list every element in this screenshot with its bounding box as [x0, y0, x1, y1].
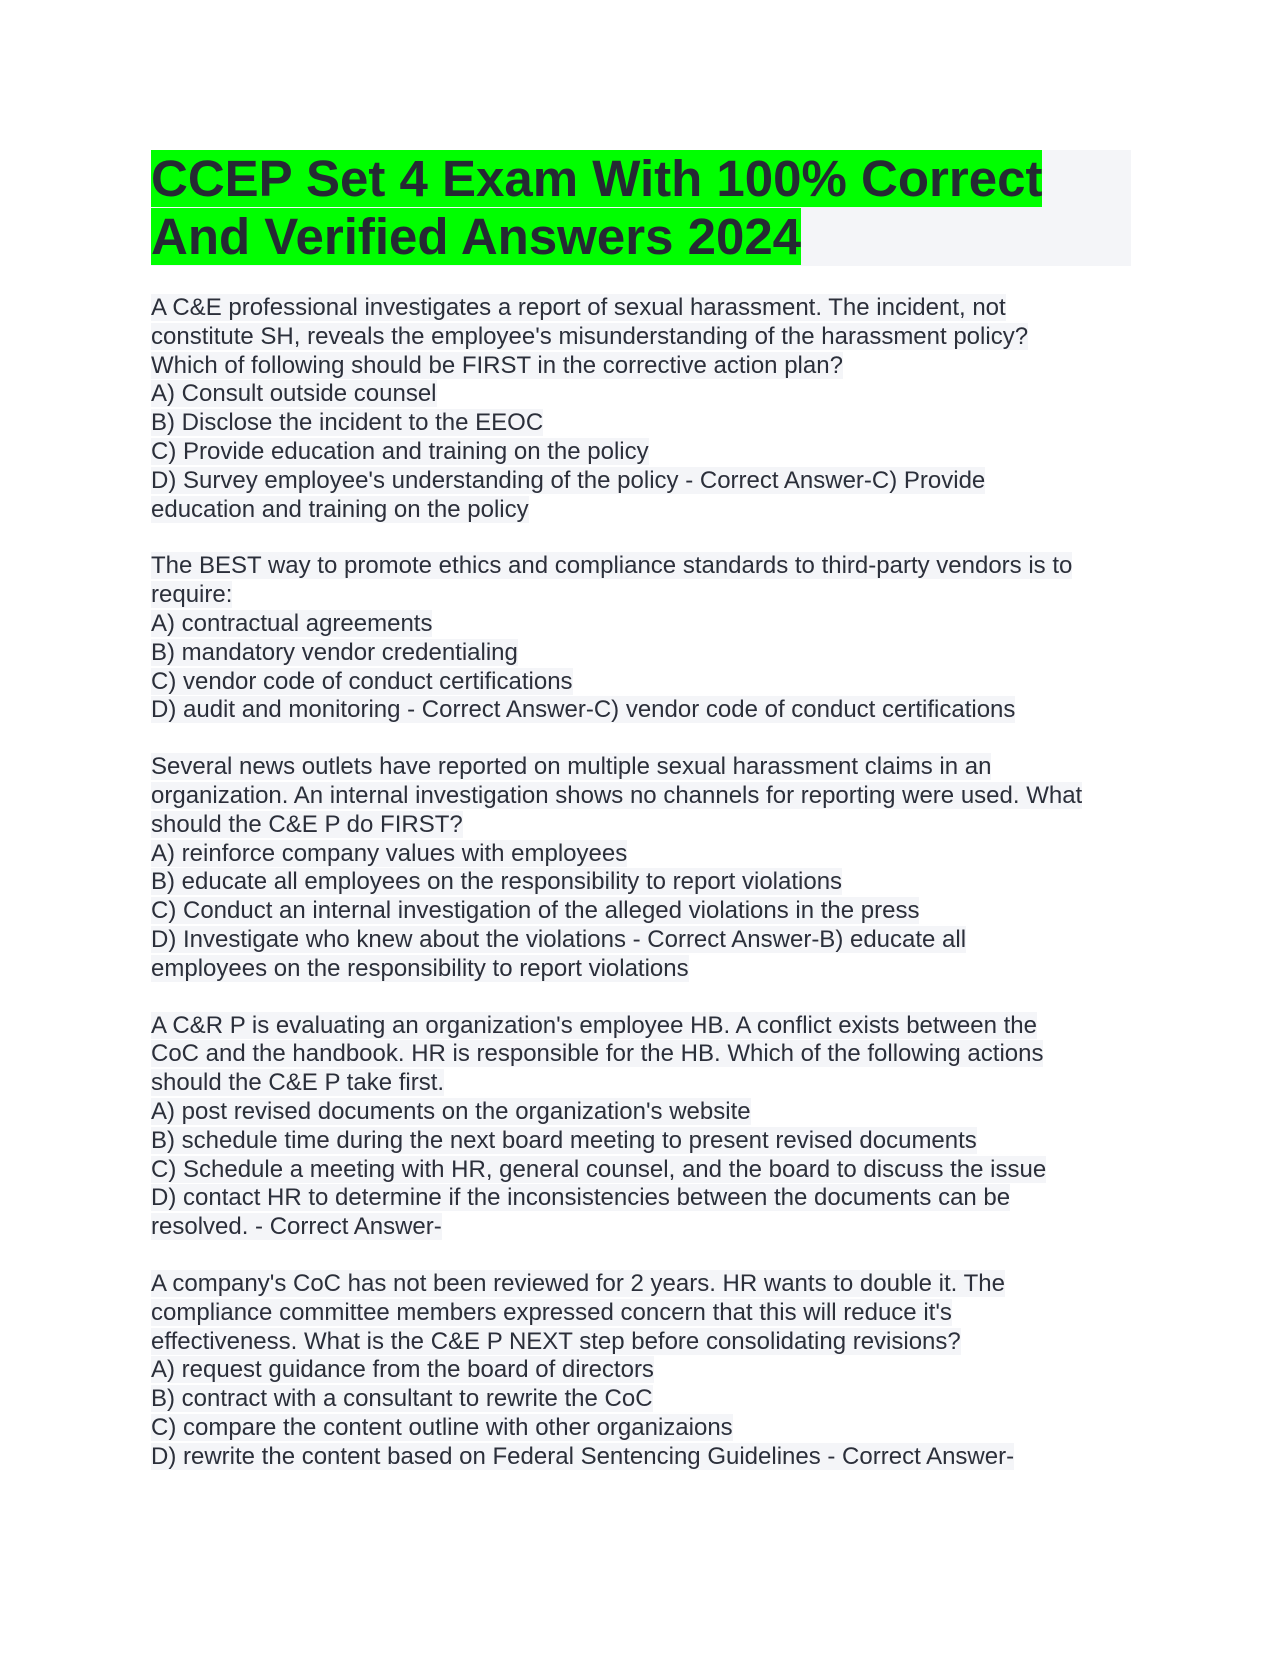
document-page	[151, 150, 1131, 1499]
question-text: effectiveness. What is the C&E P NEXT step before consolidating revisions?	[151, 1327, 961, 1355]
answer-option: A) Consult outside counsel	[151, 380, 437, 408]
answer-option: A) contractual agreements	[151, 609, 433, 637]
question-text: A company's CoC has not been reviewed for 2 years. HR wants to double it. The	[151, 1269, 1005, 1297]
question-text: compliance committee members expressed concern that this will reduce it's	[151, 1298, 952, 1326]
question-text: should the C&E P take first.	[151, 1069, 445, 1097]
answer-option: B) mandatory vendor credentialing	[151, 638, 518, 666]
question-text: CoC and the handbook. HR is responsible for the HB. Which of the following actions	[151, 1040, 1044, 1068]
answer-option: B) contract with a consultant to rewrite the CoC	[151, 1385, 653, 1413]
answer-option: A) post revised documents on the organization's website	[151, 1097, 751, 1125]
answer-option: D) rewrite the content based on Federal Sentencing Guidelines - Correct Answer-	[151, 1442, 1015, 1470]
answer-option: C) Conduct an internal investigation of the alleged violations in the press	[151, 897, 920, 925]
answer-option: C) Provide education and training on the policy	[151, 437, 649, 465]
title-line: CCEP Set 4 Exam With 100% Correct	[151, 150, 1043, 207]
question-text: The BEST way to promote ethics and compliance standards to third-party vendors is to	[151, 552, 1073, 580]
title-line: And Verified Answers 2024	[151, 208, 802, 265]
question-text: Several news outlets have reported on multiple sexual harassment claims in an	[151, 753, 992, 781]
question-text: require:	[151, 581, 233, 609]
question-text: organization. An internal investigation shows no channels for reporting were used. What	[151, 781, 1083, 809]
question-text: constitute SH, reveals the employee's misunderstanding of the harassment policy?	[151, 322, 1029, 350]
answer-option: C) vendor code of conduct certifications	[151, 667, 573, 695]
question-block-1	[151, 294, 1131, 524]
answer-option: A) reinforce company values with employees	[151, 839, 628, 867]
answer-option: B) Disclose the incident to the EEOC	[151, 409, 544, 437]
answer-option: D) audit and monitoring - Correct Answer-C) vendor code of conduct certifications	[151, 696, 1016, 724]
answer-option: A) request guidance from the board of directors	[151, 1356, 654, 1384]
question-text: A C&R P is evaluating an organization's employee HB. A conflict exists between the	[151, 1011, 1037, 1039]
question-block-3	[151, 753, 1131, 983]
question-text: A C&E professional investigates a report of sexual harassment. The incident, not	[151, 294, 1006, 321]
question-block-5	[151, 1270, 1131, 1472]
answer-option: B) educate all employees on the responsibility to report violations	[151, 868, 843, 896]
answer-option: B) schedule time during the next board meeting to present revised documents	[151, 1126, 977, 1154]
answer-option: D) Investigate who knew about the violations - Correct Answer-B) educate all	[151, 925, 967, 953]
answer-option: C) Schedule a meeting with HR, general counsel, and the board to discuss the issue	[151, 1155, 1047, 1183]
document-title	[151, 150, 1131, 266]
answer-option: C) compare the content outline with other organizaions	[151, 1413, 733, 1441]
correct-answer-text: employees on the responsibility to report violations	[151, 954, 689, 982]
correct-answer-text: education and training on the policy	[151, 495, 529, 523]
answer-option: D) contact HR to determine if the inconsistencies between the documents can be	[151, 1184, 1011, 1212]
question-block-4	[151, 1012, 1131, 1242]
question-block-2	[151, 552, 1131, 725]
correct-answer-text: resolved. - Correct Answer-	[151, 1213, 442, 1241]
question-text: Which of following should be FIRST in the corrective action plan?	[151, 351, 843, 379]
title-block	[151, 150, 1131, 266]
answer-option: D) Survey employee's understanding of the policy - Correct Answer-C) Provide	[151, 466, 986, 494]
question-text: should the C&E P do FIRST?	[151, 810, 463, 838]
